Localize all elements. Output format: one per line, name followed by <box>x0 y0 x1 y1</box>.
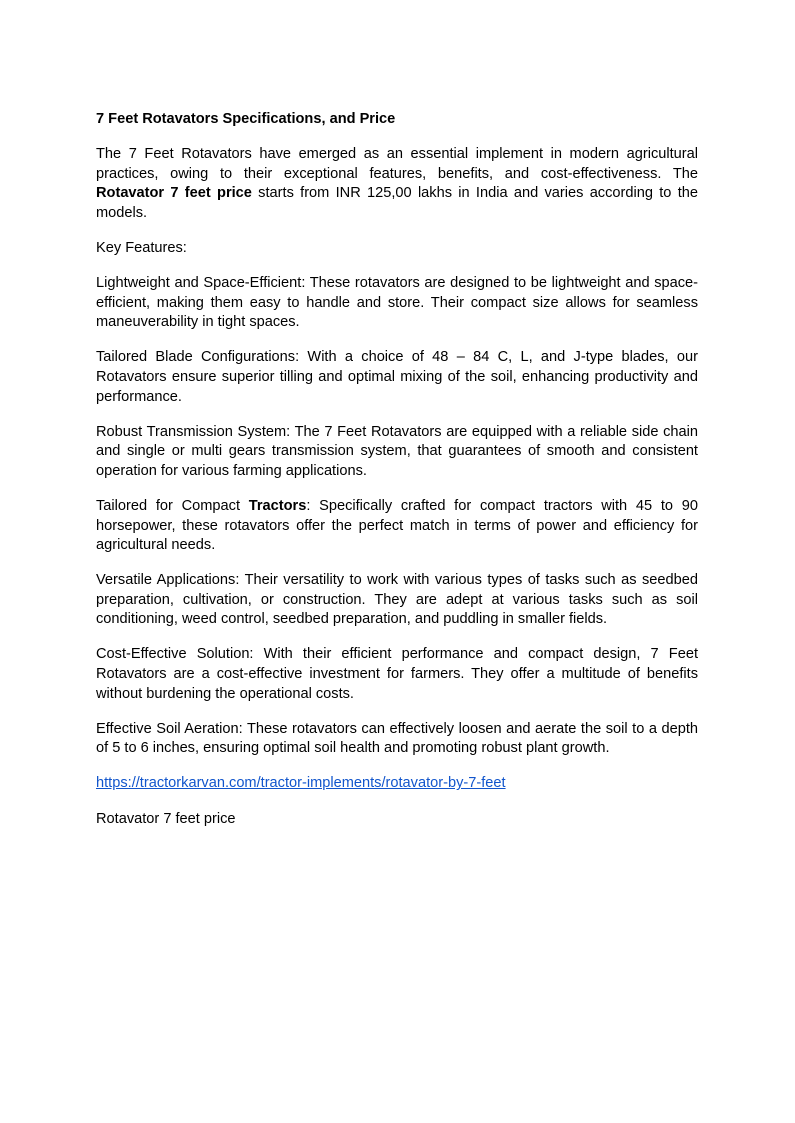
link-paragraph <box>96 774 698 794</box>
feature-blade-configurations: Tailored Blade Configurations: With a choice of 48 – 84 C, L, and J-type blades, our Rotavators ensure superior tilling and optimal mixing of the soil, enhancing productivity and performance. <box>96 349 698 405</box>
footer-text: Rotavator 7 feet price <box>96 810 236 827</box>
feature-compact-part2: : Specifically crafted for compact tractors with 45 to 90 horsepower, these rotavators offer the perfect match in terms of power and efficiency for agricultural needs. <box>96 497 698 554</box>
intro-text-part1: The 7 Feet Rotavators have emerged as an essential implement in modern agricultural practices, owing to their exceptional features, benefits, and cost-effectiveness. The <box>96 146 698 182</box>
tractorkarvan-link[interactable]: https://tractorkarvan.com/tractor-implements/rotavator-by-7-feet <box>96 775 506 792</box>
feature-compact-bold-tractors: Tractors <box>248 497 307 514</box>
document-title: 7 Feet Rotavators Specifications, and Price <box>96 111 396 127</box>
feature-compact-part1: Tailored for Compact <box>96 497 249 514</box>
feature-transmission-system: Robust Transmission System: The 7 Feet Rotavators are equipped with a reliable side chain and single or multi gears transmission system, that guarantees of smooth and consistent operation for various farming applications. <box>96 423 698 479</box>
document-page <box>96 110 698 845</box>
feature-soil-aeration: Effective Soil Aeration: These rotavators can effectively loosen and aerate the soil to a depth of 5 to 6 inches, ensuring optimal soil health and promoting robust plant growth. <box>96 720 698 757</box>
intro-paragraph <box>96 145 698 223</box>
intro-bold-price: Rotavator 7 feet price <box>96 185 252 202</box>
feature-cost-effective: Cost-Effective Solution: With their efficient performance and compact design, 7 Feet Rotavators are a cost-effective investment for farmers. They offer a multitude of benefits without burdening the operational costs. <box>96 646 698 702</box>
key-features-heading: Key Features: <box>96 239 187 256</box>
feature-lightweight: Lightweight and Space-Efficient: These rotavators are designed to be lightweight and space-efficient, making them easy to handle and store. Their compact size allows for seamless maneuverability in tight spaces. <box>96 275 698 331</box>
feature-compact-tractors <box>96 497 698 556</box>
feature-versatile-applications: Versatile Applications: Their versatility to work with various types of tasks such as seedbed preparation, cultivation, or construction. They are adept at various tasks such as soil conditioning, weed control, seedbed preparation, and puddling in smaller fields. <box>96 572 698 628</box>
intro-text-part2: starts from INR 125,00 lakhs in India and varies according to the models. <box>96 185 698 221</box>
